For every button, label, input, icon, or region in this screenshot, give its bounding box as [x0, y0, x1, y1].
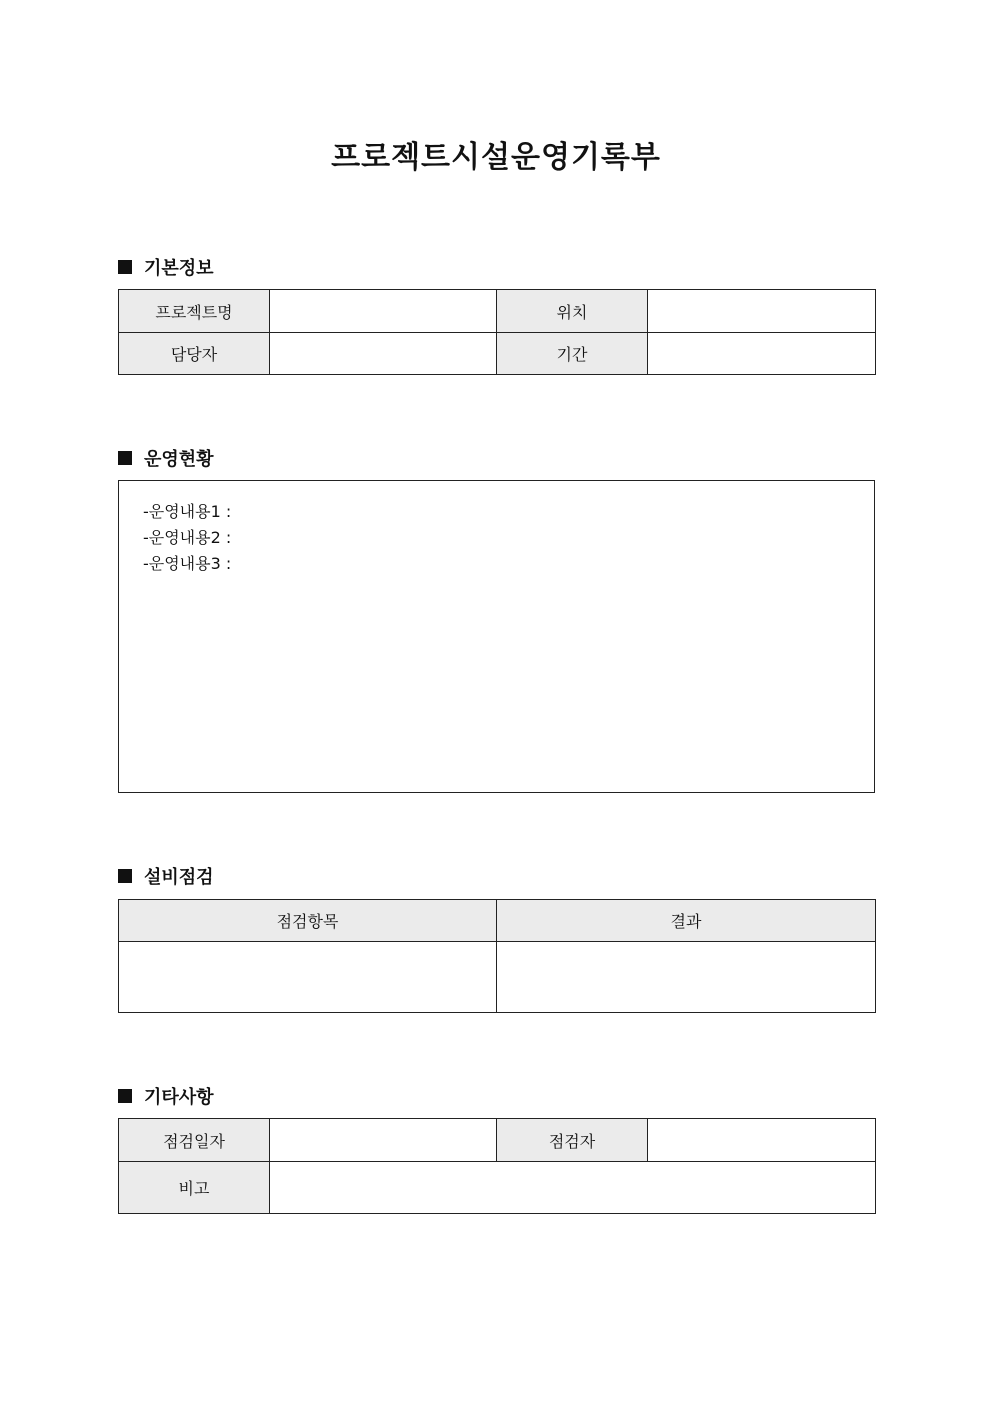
project-name-field[interactable]	[270, 290, 497, 333]
basic-info-table	[118, 289, 876, 375]
operation-line-1: -운영내용1 :	[143, 502, 232, 521]
section-heading-operation-status	[118, 445, 214, 471]
section-heading-facility-inspection	[118, 863, 214, 889]
section-heading-label: 운영현황	[144, 449, 214, 470]
location-field[interactable]	[648, 290, 876, 333]
inspection-item-header: 점검항목	[119, 900, 497, 942]
inspection-result-header: 결과	[497, 900, 876, 942]
manager-label: 담당자	[119, 333, 270, 375]
square-bullet-icon	[118, 451, 132, 465]
square-bullet-icon	[118, 1089, 132, 1103]
operation-status-box[interactable]	[118, 480, 875, 793]
square-bullet-icon	[118, 869, 132, 883]
inspection-date-label: 점검일자	[119, 1119, 270, 1162]
inspection-item-field[interactable]	[119, 942, 497, 1013]
section-heading-basic-info	[118, 254, 214, 280]
manager-field[interactable]	[270, 333, 497, 375]
period-field[interactable]	[648, 333, 876, 375]
operation-line-2: -운영내용2 :	[143, 528, 232, 547]
document-title: 프로젝트시설운영기록부	[331, 140, 661, 175]
operation-line-3: -운영내용3 :	[143, 554, 232, 573]
location-label: 위치	[497, 290, 648, 333]
section-heading-label: 기타사항	[144, 1087, 214, 1108]
section-heading-label: 기본정보	[144, 258, 214, 279]
inspection-date-field[interactable]	[270, 1119, 497, 1162]
remarks-label: 비고	[119, 1162, 270, 1214]
inspection-result-field[interactable]	[497, 942, 876, 1013]
inspector-field[interactable]	[648, 1119, 876, 1162]
inspector-label: 점검자	[497, 1119, 648, 1162]
section-heading-label: 설비점검	[144, 867, 214, 888]
square-bullet-icon	[118, 260, 132, 274]
project-name-label: 프로젝트명	[119, 290, 270, 333]
period-label: 기간	[497, 333, 648, 375]
section-heading-other-matters	[118, 1083, 214, 1109]
other-matters-table	[118, 1118, 876, 1214]
remarks-field[interactable]	[270, 1162, 876, 1214]
facility-inspection-table	[118, 899, 876, 1013]
